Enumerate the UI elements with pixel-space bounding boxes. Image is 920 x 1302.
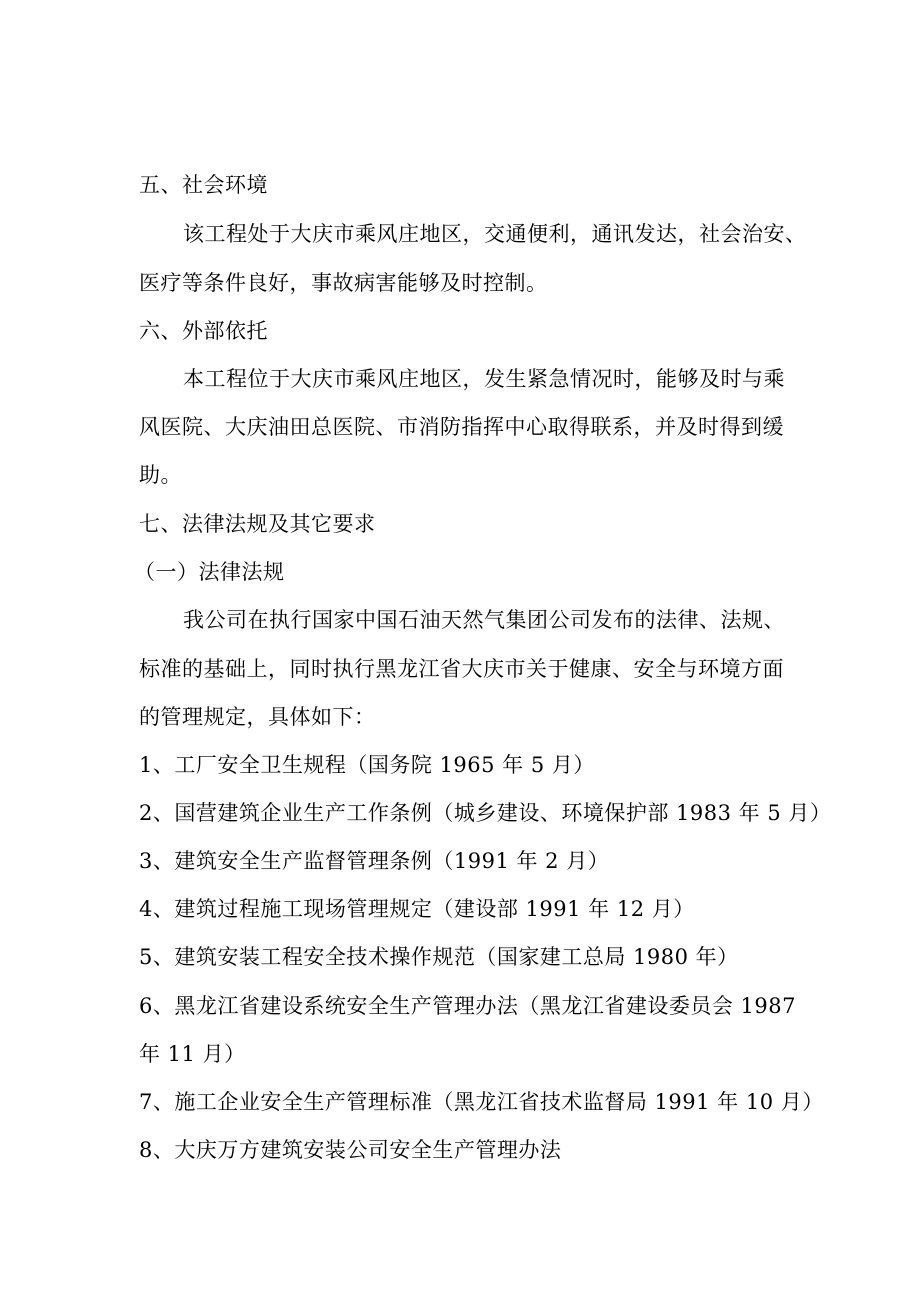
paragraph-line: 医疗等条件良好，事故病害能够及时控制。 — [139, 271, 548, 295]
paragraph-line: 本工程位于大庆市乘风庄地区，发生紧急情况时，能够及时与乘 — [183, 367, 785, 391]
list-item: 4、建筑过程施工现场管理规定（建设部 1991 年 12 月） — [139, 897, 695, 921]
paragraph-line: 我公司在执行国家中国石油天然气集团公司发布的法律、法规、 — [183, 608, 785, 632]
list-item: 6、黑龙江省建设系统安全生产管理办法（黑龙江省建设委员会 1987 — [139, 994, 796, 1018]
list-item-continuation: 年 11 月） — [139, 1042, 246, 1066]
paragraph-line: 该工程处于大庆市乘风庄地区，交通便利，通讯发达，社会治安、 — [183, 222, 807, 246]
list-item: 7、施工企业安全生产管理标准（黑龙江省技术监督局 1991 年 10 月） — [139, 1090, 824, 1114]
list-item: 2、国营建筑企业生产工作条例（城乡建设、环境保护部 1983 年 5 月） — [139, 801, 832, 825]
subsection-heading-laws: （一）法律法规 — [134, 560, 285, 584]
paragraph-line: 的管理规定，具体如下： — [139, 705, 376, 729]
section-heading-laws-regulations: 七、法律法规及其它要求 — [139, 512, 376, 536]
paragraph-line: 风医院、大庆油田总医院、市消防指挥中心取得联系，并及时得到缓 — [139, 415, 784, 439]
paragraph-line: 助。 — [139, 463, 182, 487]
list-item: 1、工厂安全卫生规程（国务院 1965 年 5 月） — [139, 753, 595, 777]
list-item: 5、建筑安装工程安全技术操作规范（国家建工总局 1980 年） — [139, 945, 739, 969]
paragraph-line: 标准的基础上，同时执行黑龙江省大庆市关于健康、安全与环境方面 — [139, 657, 784, 681]
list-item: 3、建筑安全生产监督管理条例（1991 年 2 月） — [139, 849, 610, 873]
section-heading-external-support: 六、外部依托 — [139, 319, 268, 343]
list-item: 8、大庆万方建筑安装公司安全生产管理办法 — [139, 1138, 562, 1162]
section-heading-social-environment: 五、社会环境 — [139, 173, 268, 197]
